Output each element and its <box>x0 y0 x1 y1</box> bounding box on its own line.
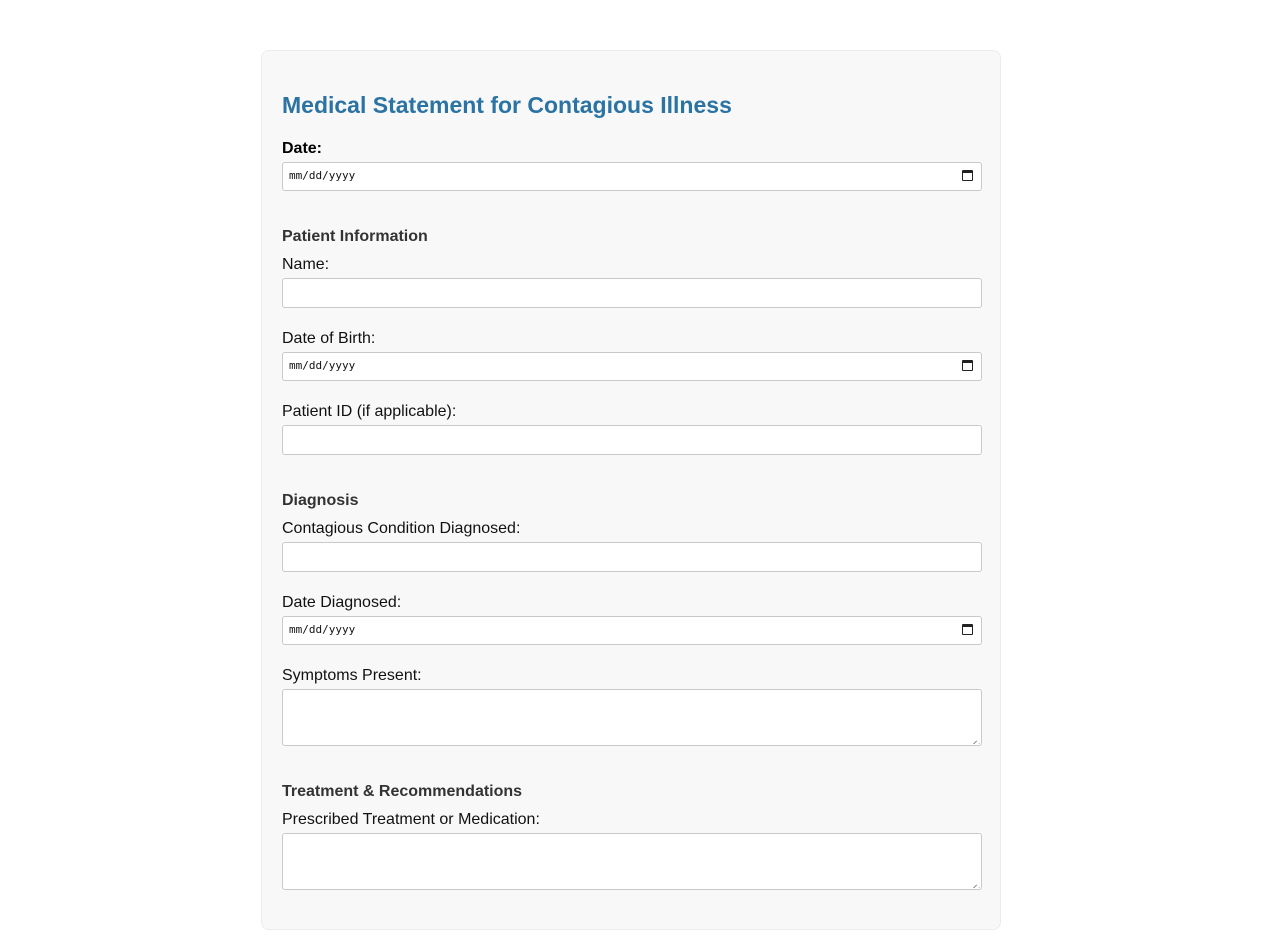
date-of-birth-placeholder: mm/dd/yyyy <box>289 359 356 372</box>
calendar-icon[interactable] <box>962 170 973 181</box>
section-diagnosis: Diagnosis <box>282 492 359 509</box>
date-of-birth-label: Date of Birth: <box>282 330 376 347</box>
medication-textarea[interactable] <box>282 833 982 890</box>
date-label: Date: <box>282 140 323 157</box>
symptoms-label: Symptoms Present: <box>282 667 422 684</box>
medication-label: Prescribed Treatment or Medication: <box>282 811 540 828</box>
condition-label: Contagious Condition Diagnosed: <box>282 520 521 537</box>
date-diagnosed-input[interactable] <box>282 616 982 645</box>
medical-statement-form <box>261 50 1001 930</box>
date-input[interactable] <box>282 162 982 191</box>
date-of-birth-input[interactable] <box>282 352 982 381</box>
calendar-icon[interactable] <box>962 360 973 371</box>
patient-id-input[interactable] <box>282 425 982 455</box>
resize-handle-icon[interactable] <box>971 879 980 888</box>
date-diagnosed-placeholder: mm/dd/yyyy <box>289 623 356 636</box>
patient-id-label: Patient ID (if applicable): <box>282 403 457 420</box>
symptoms-textarea[interactable] <box>282 689 982 746</box>
condition-input[interactable] <box>282 542 982 572</box>
date-input-placeholder: mm/dd/yyyy <box>289 169 356 182</box>
patient-name-input[interactable] <box>282 278 982 308</box>
calendar-icon[interactable] <box>962 624 973 635</box>
resize-handle-icon[interactable] <box>971 735 980 744</box>
section-patient-information: Patient Information <box>282 228 428 245</box>
patient-name-label: Name: <box>282 256 330 273</box>
date-diagnosed-label: Date Diagnosed: <box>282 594 402 611</box>
form-title: Medical Statement for Contagious Illness <box>282 92 732 118</box>
section-treatment-recommendations: Treatment & Recommendations <box>282 783 523 800</box>
